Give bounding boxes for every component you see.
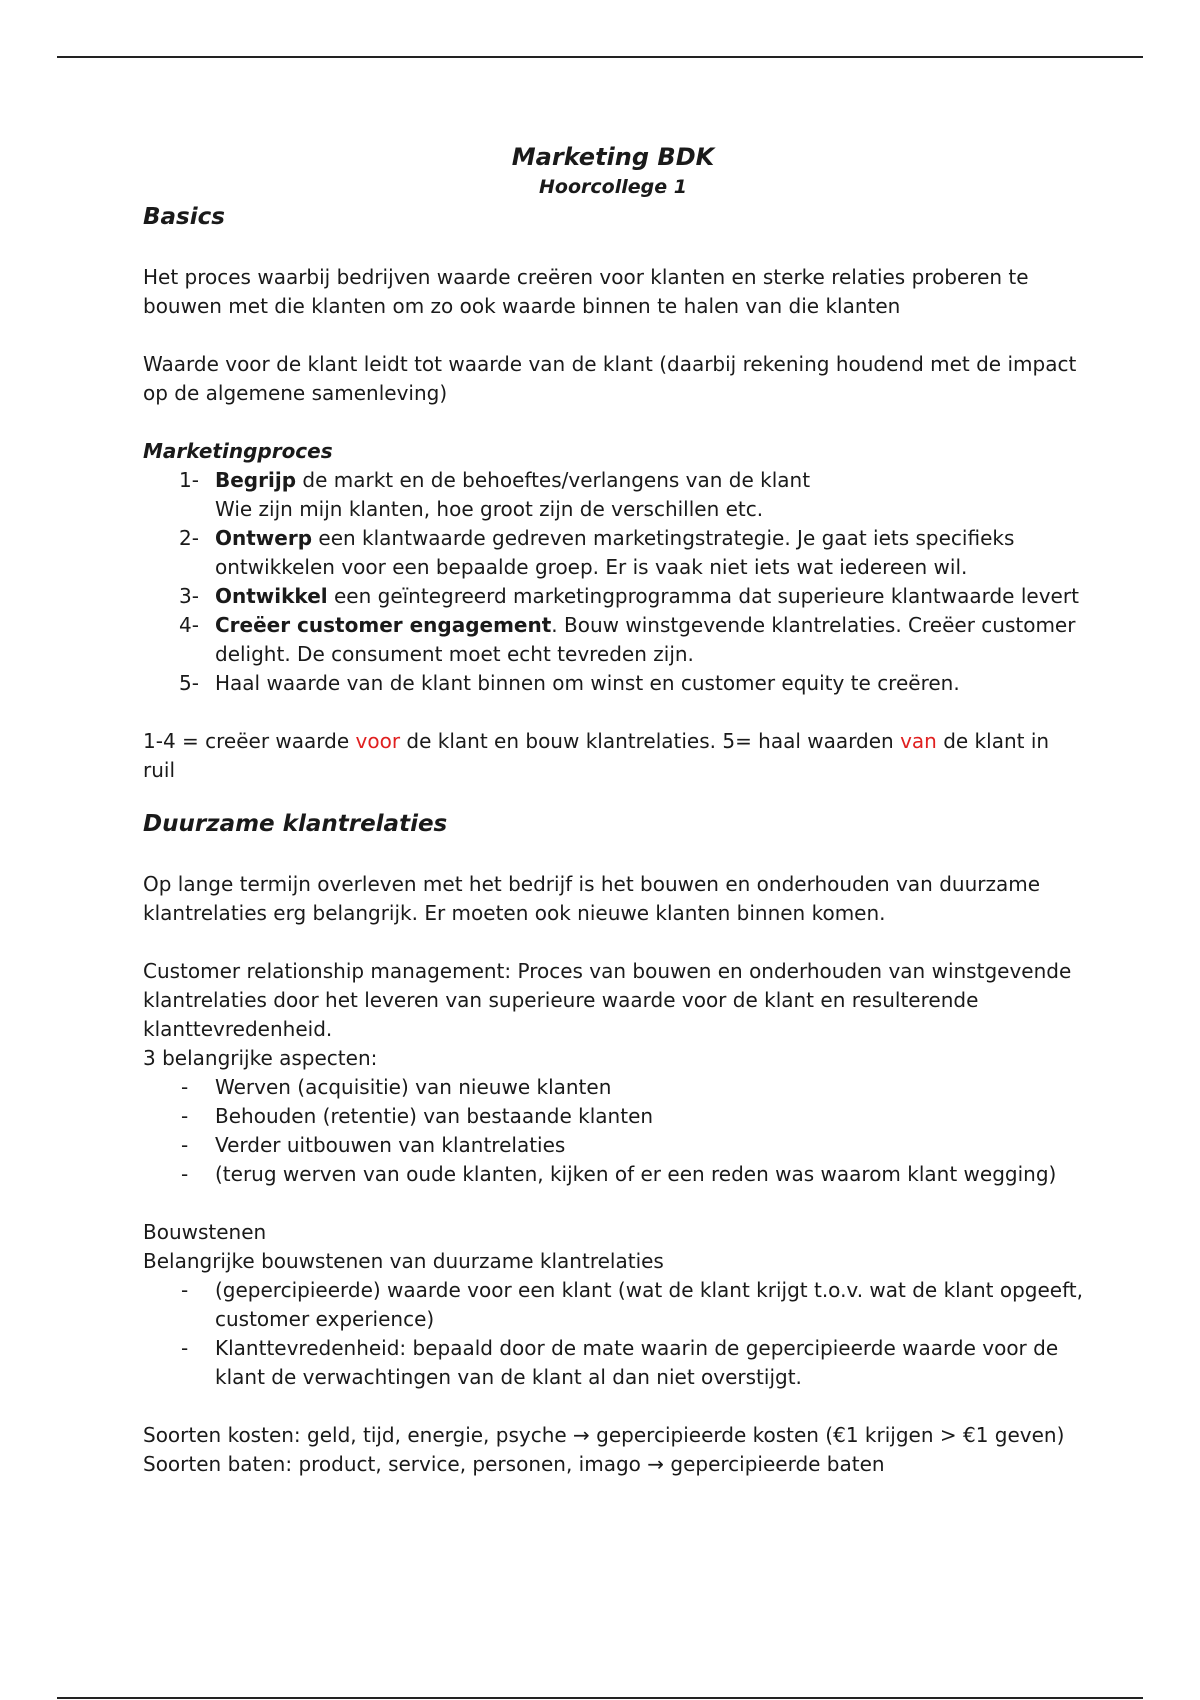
list-item-text: Werven (acquisitie) van nieuwe klanten (215, 1075, 612, 1099)
marketing-steps-list (143, 466, 1083, 698)
aspects-list (143, 1073, 1083, 1189)
dash-bullet: - (181, 1162, 189, 1186)
highlight-van: van (900, 729, 937, 753)
list-number: 1- (179, 468, 199, 492)
list-number: 4- (179, 613, 199, 637)
list-item-text: Verder uitbouwen van klantrelaties (215, 1133, 566, 1157)
bottom-rule (57, 1697, 1143, 1699)
list-item (143, 669, 1083, 698)
dash-bullet: - (181, 1278, 189, 1302)
list-item (143, 1102, 1083, 1131)
step-extra-text: Wie zijn mijn klanten, hoe groot zijn de verschillen etc. (215, 497, 764, 521)
step-text: Haal waarde van de klant binnen om winst en customer equity te creëren. (215, 671, 960, 695)
step-text: een klantwaarde gedreven marketingstrategie. Je gaat iets specifieks ontwikkelen voor een bepaalde groep. Er is vaak niet iets wat iedereen wil. (215, 526, 1015, 579)
dash-bullet: - (181, 1104, 189, 1128)
dash-bullet: - (181, 1075, 189, 1099)
list-item (143, 1160, 1083, 1189)
step-keyword: Creëer customer engagement (215, 613, 552, 637)
dash-bullet: - (181, 1336, 189, 1360)
list-item-text: (terug werven van oude klanten, kijken of er een reden was waarom klant wegging) (215, 1162, 1057, 1186)
list-item (143, 1276, 1083, 1334)
heading-basics: Basics (143, 204, 225, 230)
step-text: een geïntegreerd marketingprogramma dat superieure klantwaarde levert (327, 584, 1079, 608)
summary-text: de klant en bouw klantrelaties. 5= haal waarden (400, 729, 901, 753)
list-item-text: Behouden (retentie) van bestaande klanten (215, 1104, 654, 1128)
bouwstenen-intro: Belangrijke bouwstenen van duurzame klantrelaties (143, 1249, 664, 1273)
list-item (143, 1334, 1083, 1392)
paragraph: Customer relationship management: Proces van bouwen en onderhouden van winstgevende klantrelaties door het leveren van superieure waarde voor de klant en resulterende klanttevredenheid. (143, 959, 1072, 1041)
aspects-intro: 3 belangrijke aspecten: (143, 1046, 378, 1070)
document-body (143, 140, 1083, 1479)
list-number: 2- (179, 526, 199, 550)
bouwstenen-label: Bouwstenen (143, 1220, 267, 1244)
list-item (143, 582, 1083, 611)
summary-line (143, 727, 1083, 785)
step-text: . Bouw winstgevende klantrelaties. Creëer customer delight. De consument moet echt tevreden zijn. (215, 613, 1076, 666)
highlight-voor: voor (355, 729, 401, 753)
kosten-line: Soorten kosten: geld, tijd, energie, psyche → gepercipieerde kosten (€1 krijgen > €1 geven) (143, 1423, 1065, 1447)
list-item-text: Klanttevredenheid: bepaald door de mate waarin de gepercipieerde waarde voor de klant de verwachtingen van de klant al dan niet overstijgt. (215, 1336, 1059, 1389)
step-keyword: Ontwerp (215, 526, 313, 550)
dash-bullet: - (181, 1133, 189, 1157)
step-keyword: Ontwikkel (215, 584, 328, 608)
bouwstenen-list (143, 1276, 1083, 1392)
paragraph: Waarde voor de klant leidt tot waarde van de klant (daarbij rekening houdend met de impact op de algemene samenleving) (143, 352, 1077, 405)
top-rule (57, 56, 1143, 58)
baten-line: Soorten baten: product, service, personen, imago → gepercipieerde baten (143, 1452, 885, 1476)
paragraph: Op lange termijn overleven met het bedrijf is het bouwen en onderhouden van duurzame klantrelaties erg belangrijk. Er moeten ook nieuwe klanten binnen komen. (143, 872, 1041, 925)
heading-marketingproces: Marketingproces (143, 439, 333, 463)
list-item (143, 524, 1083, 582)
list-number: 3- (179, 584, 199, 608)
list-number: 5- (179, 671, 199, 695)
list-item-text: (gepercipieerde) waarde voor een klant (wat de klant krijgt t.o.v. wat de klant opgeeft, customer experience) (215, 1278, 1083, 1331)
list-item (143, 611, 1083, 669)
list-item (143, 1073, 1083, 1102)
list-item (143, 466, 1083, 524)
paragraph: Het proces waarbij bedrijven waarde creëren voor klanten en sterke relaties proberen te bouwen met die klanten om zo ook waarde binnen te halen van die klanten (143, 265, 1029, 318)
heading-duurzame-klantrelaties: Duurzame klantrelaties (143, 811, 448, 837)
summary-text: de klant in ruil (143, 729, 1050, 782)
document-title: Marketing BDK (511, 143, 715, 171)
step-text: de markt en de behoeftes/verlangens van de klant (296, 468, 811, 492)
document-subtitle: Hoorcollege 1 (539, 176, 687, 198)
summary-text: 1-4 = creëer waarde (143, 729, 356, 753)
step-keyword: Begrijp (215, 468, 297, 492)
list-item (143, 1131, 1083, 1160)
